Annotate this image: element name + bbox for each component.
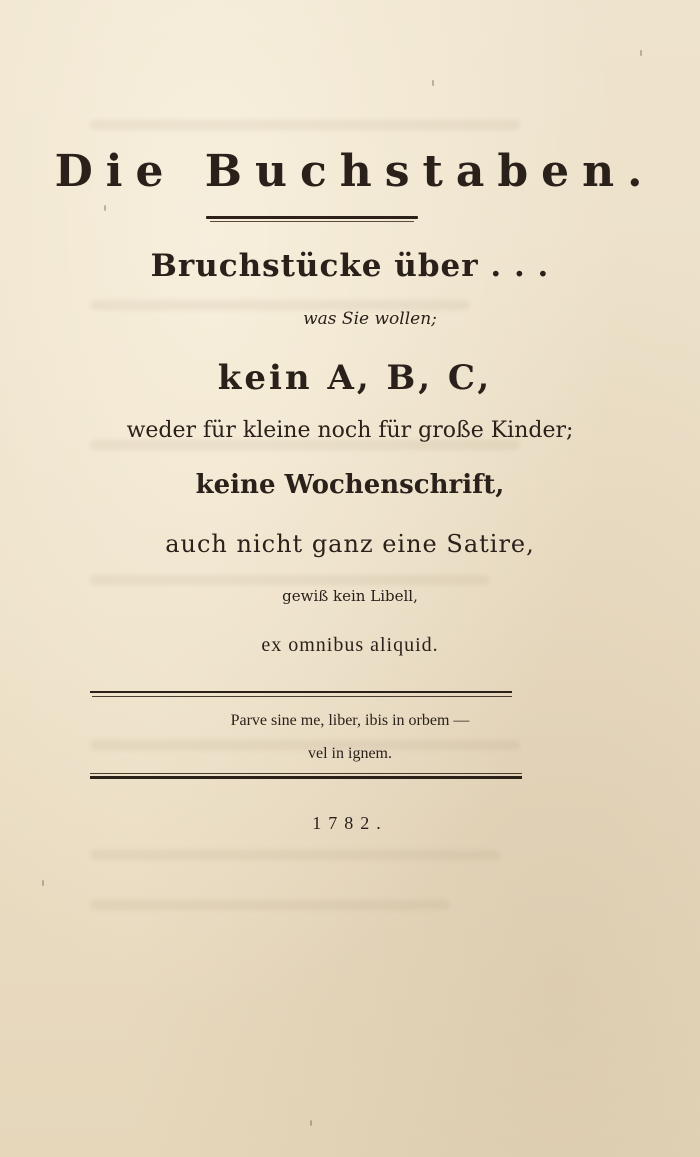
show-through-mark: [90, 120, 520, 130]
motto-rule-top: [90, 691, 512, 693]
page-title: Die Buchstaben.: [54, 146, 656, 197]
paper-speck: [104, 205, 106, 211]
title-rule: [206, 216, 418, 219]
paper-speck: [640, 50, 642, 56]
paper-speck: [42, 880, 44, 886]
subtitle-line-6: auch nicht ganz eine Satire,: [165, 530, 535, 558]
show-through-mark: [90, 850, 500, 860]
subtitle-line-7: gewiß kein Libell,: [282, 587, 418, 605]
motto-line-2: vel in ignem.: [308, 745, 392, 762]
subtitle-line-4: weder für kleine noch für große Kinder;: [126, 418, 574, 443]
subtitle: Bruchstücke über . . .: [150, 248, 550, 284]
latin-phrase: ex omnibus aliquid.: [261, 634, 439, 656]
motto-rule-bottom-thin: [90, 773, 522, 774]
subtitle-line-5: keine Wochenschrift,: [195, 470, 505, 500]
motto-rule-top-thin: [92, 696, 512, 697]
subtitle-line-3: kein A, B, C,: [217, 358, 493, 398]
paper-speck: [310, 1120, 312, 1126]
motto-rule-bottom: [90, 776, 522, 779]
motto-line-1: Parve sine me, liber, ibis in orbem —: [230, 712, 470, 729]
paper-speck: [432, 80, 434, 86]
publication-year: 1782.: [312, 813, 388, 833]
show-through-mark: [90, 900, 450, 910]
show-through-mark: [90, 575, 490, 585]
title-rule-thin: [210, 221, 414, 222]
subtitle-line-2: was Sie wollen;: [303, 309, 437, 329]
